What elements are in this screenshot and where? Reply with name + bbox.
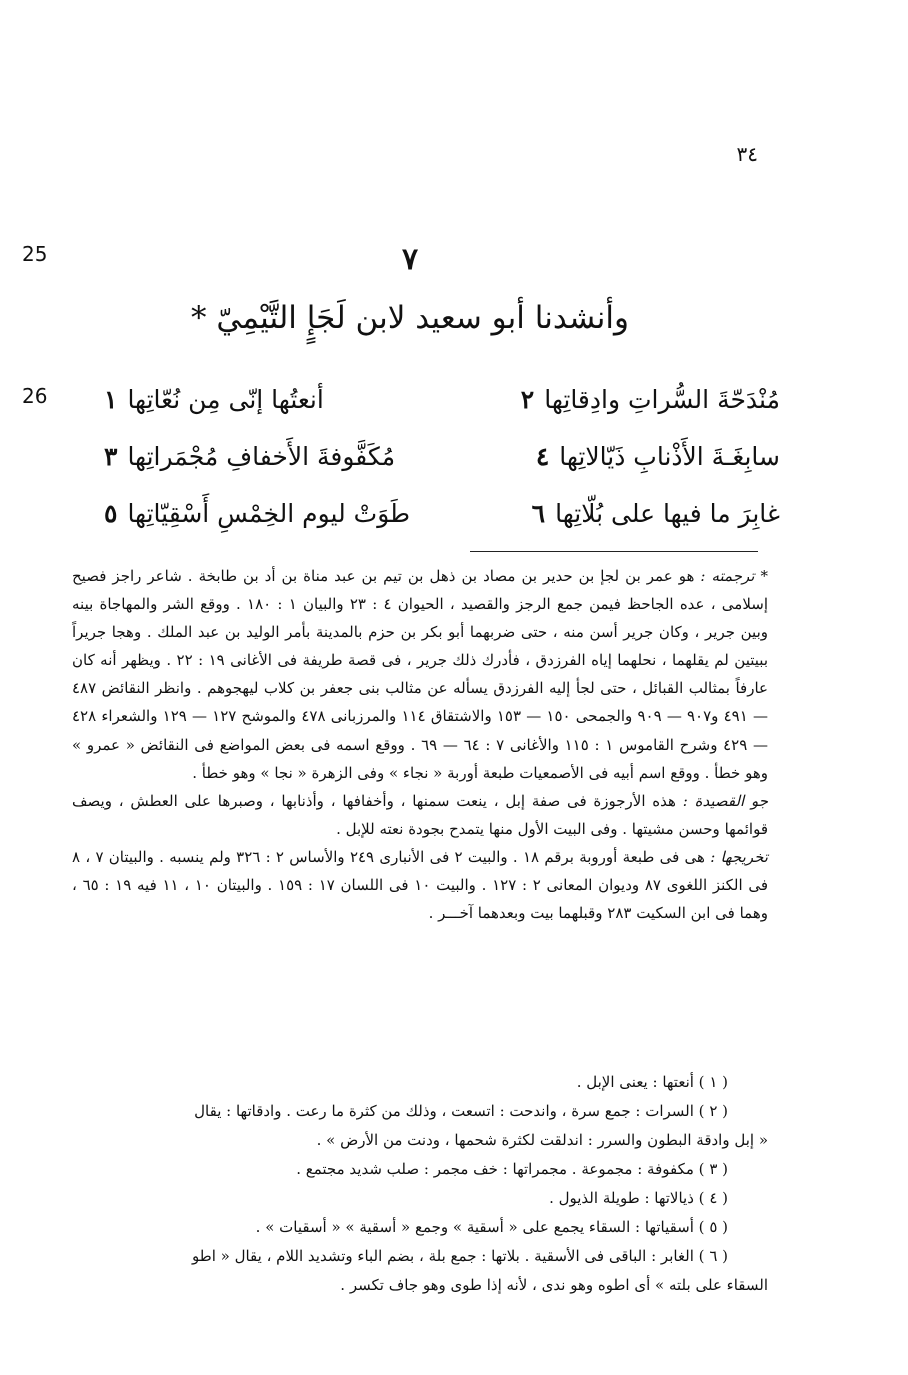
note-continuation: « إبل وادقة البطون والسرر : اندلقت لكثرة شحمها ، ودنت من الأرض » . <box>316 1131 768 1149</box>
verse-hemistich: مُكَفَّوفةَ الأَخفافِ مُجْمَراتِها <box>127 442 396 471</box>
poem-context-label: جو القصيدة : <box>682 791 768 810</box>
note-item: ( ٦ ) الغابر : الباقى فى الأسقية . بلاتها : جمع بلة ، بضم الباء وتشديد اللام ، يقال « اطو <box>192 1247 728 1265</box>
biography-footnote <box>72 562 768 787</box>
verse-hemistich: طَوَتْ ليوم الخِمْسِ أَسْقِيّاتِها <box>127 499 411 528</box>
takhrij-label: تخريجها : <box>710 847 768 866</box>
verse-line <box>100 385 780 429</box>
page-number: ٣٤ <box>736 142 758 166</box>
note-item: ( ١ ) أنعتها : يعنى الإبل . <box>576 1073 728 1091</box>
verse-number: ٢ <box>520 385 535 414</box>
verse-hemistich: أنعتُها إنّى مِن نُعّاتِها <box>127 385 324 414</box>
margin-page-ref-26: 26 <box>22 384 48 408</box>
takhrij-text: هى فى طبعة أوروبة برقم ١٨ . والبيت ٢ فى الأنبارى ٢٤٩ والأساس ٢ : ٣٢٦ ولم ينسبه . والبيتان ٧ ، ٨ فى الكنز اللغوى ٨٧ وديوان المعانى ٢ : ١٢٧ . والبيت ١٠ فى اللسان ١٧ : ١٥٩ . والبيتان ١٠ ، ١١ فيه ١٩ : ٦٥ ، وهما فى ابن السكيت ٢٨٣ وقبلهما بيت وبعدهما آخـــر . <box>72 847 769 923</box>
biography-text: هو عمر بن لجإ بن حدير بن مصاد بن ذهل بن تيم بن عبد مناة بن أد بن طابخة . شاعر راجز فصيح إسلامى ، عده الجاحظ فيمن جمع الرجز والقصيد ، الحيوان ٤ : ٢٣ والبيان ١ : ١٨٠ . ووقع الشر والمهاجاة بينه وبين جرير ، وكان جرير أسن منه ، حتى ضربهما أبو بكر بن حزم بالمدينة بأمر الوليد بن عبد الملك . وهجا جريراً ببيتين لم يقلهما ، نحلهما إياه الفرزدق ، فأدرك ذلك جرير ، فى قصة طريفة فى الأغانى ١٩ : ٢٢ . ويظهر أنه كان عارفاً بمثالب القبائل ، حتى لجأ إليه الفرزدق يسأله عن مثالب بنى جعفر بن كلاب ليهجوهم . وانظر النقائض ٤٨٧ — ٤٩١ و٩٠٧ — ٩٠٩ والجمحى ١٥٠ — ١٥٣ والاشتقاق ١١٤ والمرزبانى ٤٧٨ والموشح ١٢٧ — ١٢٩ والشعراء ٤٢٨ — ٤٢٩ وشرح القاموس ١ : ١١٥ والأغانى ٧ : ٦٤ — ٦٩ . ووقع اسمه فى بعض المواضع فى النقائض « عمرو » وهو خطأ . ووقع اسم أبيه فى الأصمعيات طبعة أوربة « نجاء » وفى الزهرة « نجا » وهو خطأ . <box>72 567 769 782</box>
poem-heading: وأنشدنا أبو سعيد لابن لَجَإٍ التَّيْمِيّ * <box>191 300 629 336</box>
verse-number: ٥ <box>104 499 118 528</box>
verse-number: ٤ <box>535 442 550 471</box>
poem-number: ٧ <box>401 242 419 277</box>
note-item: ( ٥ ) أسقياتها : السقاء يجمع على « أسقية » وجمع « أسقية » « أسقيات » . <box>255 1218 728 1236</box>
footnote-divider <box>470 551 758 552</box>
note-continuation: السقاء على بلته » أى اطوه وهو ندى ، لأنه إذا طوى وهو جاف تكسر . <box>340 1276 768 1294</box>
poem-context-footnote <box>72 787 768 843</box>
verse-hemistich: مُنْدَحّةَ السُّراتِ وادِقاتِها <box>544 385 780 414</box>
note-item: ( ٤ ) ذيالاتها : طويلة الذيول . <box>549 1189 728 1207</box>
verse-number: ١ <box>104 385 118 414</box>
footnotes <box>72 562 768 927</box>
verse-number: ٦ <box>531 499 546 528</box>
verse-number: ٣ <box>104 442 118 471</box>
biography-label: * ترجمته : <box>700 567 768 585</box>
verse-line <box>100 499 780 543</box>
note-item: ( ٢ ) السرات : جمع سرة ، واندحت : اتسعت ، وذلك من كثرة ما رعت . وادقاتها : يقال <box>194 1102 728 1120</box>
poem-context-text: هذه الأرجوزة فى صفة إبل ، ينعت سمنها ، وأخفافها ، وأذنابها ، وصبرها على العطش ، ويصف قوائمها وحسن مشيتها . وفى البيت الأول منها يتمدح بجودة نعته للإبل . <box>72 791 768 838</box>
verse-hemistich: سابِغَـةَ الأَذْنابِ ذَيّالاتِها <box>559 442 780 471</box>
verse-hemistich: غابِرَ ما فيها على بُلّاتِها <box>555 499 780 528</box>
verse-notes <box>72 1068 768 1300</box>
takhrij-footnote <box>72 843 768 927</box>
verse-line <box>100 442 780 486</box>
note-item: ( ٣ ) مكفوفة : مجموعة . مجمراتها : خف مجمر : صلب شديد مجتمع . <box>296 1160 728 1178</box>
margin-page-ref-25: 25 <box>22 242 48 266</box>
